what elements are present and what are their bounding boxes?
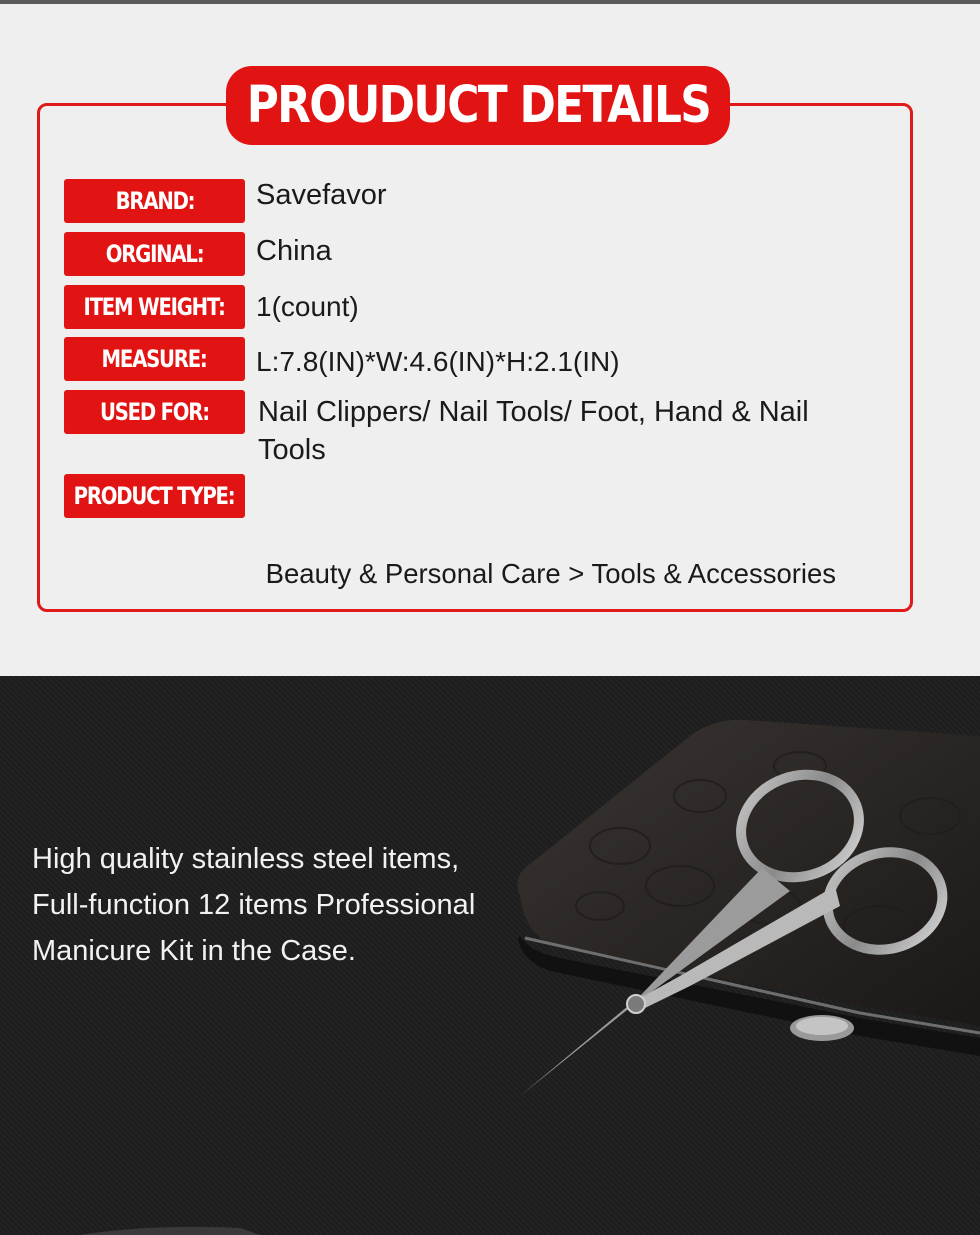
promo-line: High quality stainless steel items, — [32, 843, 460, 875]
product-type-line: Beauty & Personal Care > Tools & Accessories — [258, 558, 837, 589]
product-type-label: PRODUCT TYPE: — [64, 474, 245, 518]
item-weight-value: 1(count) — [256, 291, 359, 322]
section-title-badge — [226, 66, 730, 145]
used-for-label: USED FOR: — [64, 390, 245, 434]
origin-value: China — [256, 235, 332, 267]
measure-label: MEASURE: — [64, 337, 245, 381]
measure-value: L:7.8(IN)*W:4.6(IN)*H:2.1(IN) — [256, 346, 620, 377]
promo-text — [32, 836, 475, 974]
origin-label: ORGINAL: — [64, 232, 245, 276]
promo-line: Manicure Kit in the Case. — [32, 935, 356, 967]
brand-value: Savefavor — [256, 179, 387, 211]
used-for-line: Nail Clippers/ Nail Tools/ Foot, Hand & Nail — [258, 396, 809, 428]
top-divider — [0, 0, 980, 4]
used-for-line: Tools — [258, 434, 326, 466]
brand-label: BRAND: — [64, 179, 245, 223]
item-weight-label: ITEM WEIGHT: — [64, 285, 245, 329]
promo-line: Full-function 12 items Professional — [32, 889, 476, 921]
product-showcase-section — [0, 676, 980, 1235]
section-title: PROUDUCT DETAILS — [246, 76, 710, 135]
used-for-value — [258, 393, 809, 469]
